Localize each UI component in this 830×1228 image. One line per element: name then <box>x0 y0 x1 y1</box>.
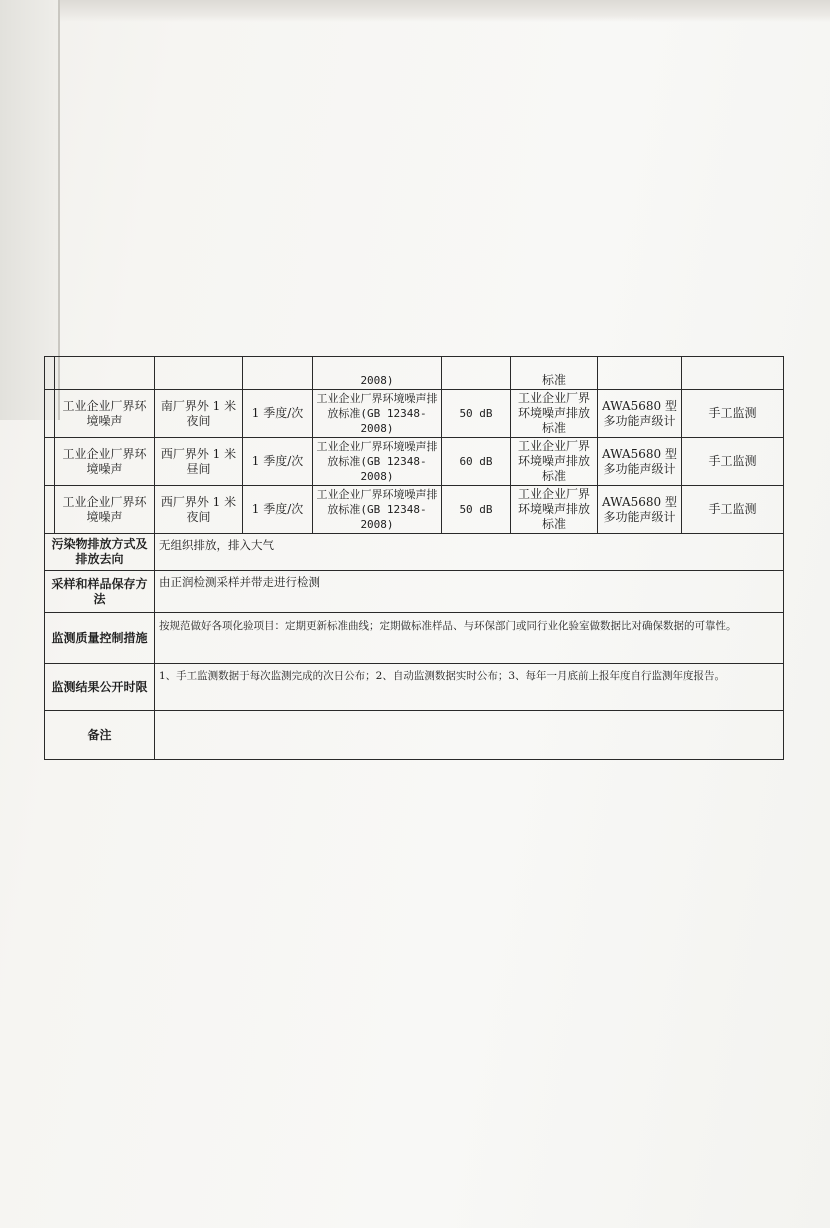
standard-tail: 2008) <box>360 374 394 387</box>
cell-instrument: AWA5680 型多功能声级计 <box>598 438 682 486</box>
table-row <box>45 486 784 534</box>
info-value: 无组织排放，排入大气 <box>155 534 784 571</box>
info-label: 监测质量控制措施 <box>45 613 155 664</box>
cell-limit <box>442 357 511 390</box>
cell-frequency: 1 季度/次 <box>243 390 313 438</box>
info-row-quality-control <box>45 613 784 664</box>
cell-limit: 60 dB <box>442 438 511 486</box>
info-value: 1、手工监测数据于每次监测完成的次日公布；2、自动监测数据实时公布；3、每年一月底前上报年度自行监测年度报告。 <box>155 664 784 711</box>
gutter-cell <box>45 438 55 486</box>
info-row-discharge <box>45 534 784 571</box>
gutter-cell <box>45 357 55 390</box>
cell-frequency <box>243 357 313 390</box>
info-value: 按规范做好各项化验项目：定期更新标准曲线；定期做标准样品、与环保部门或同行业化验室做数据比对确保数据的可靠性。 <box>155 613 784 664</box>
cell-item <box>55 357 155 390</box>
cell-point: 南厂界外 1 米夜间 <box>155 390 243 438</box>
cell-limit: 50 dB <box>442 390 511 438</box>
cell-mode: 手工监测 <box>682 438 784 486</box>
cell-method <box>511 357 598 390</box>
cell-point: 西厂界外 1 米夜间 <box>155 486 243 534</box>
cell-point: 西厂界外 1 米昼间 <box>155 438 243 486</box>
cell-point <box>155 357 243 390</box>
cell-mode: 手工监测 <box>682 390 784 438</box>
info-label: 污染物排放方式及排放去向 <box>45 534 155 571</box>
table-row <box>45 438 784 486</box>
info-label: 采样和样品保存方法 <box>45 571 155 613</box>
cell-standard <box>313 357 442 390</box>
info-value <box>155 711 784 760</box>
cell-item: 工业企业厂界环境噪声 <box>55 486 155 534</box>
monitoring-table <box>44 356 784 760</box>
gutter-cell <box>45 390 55 438</box>
cell-method: 工业企业厂界环境噪声排放标准 <box>511 390 598 438</box>
cell-standard: 工业企业厂界环境噪声排放标准(GB 12348-2008) <box>313 438 442 486</box>
table-row <box>45 390 784 438</box>
cell-item: 工业企业厂界环境噪声 <box>55 438 155 486</box>
cell-frequency: 1 季度/次 <box>243 438 313 486</box>
info-label: 备注 <box>45 711 155 760</box>
gutter-cell <box>45 486 55 534</box>
info-row-sampling <box>45 571 784 613</box>
page-fold-shadow-top <box>60 0 830 22</box>
info-row-remarks <box>45 711 784 760</box>
cell-item: 工业企业厂界环境噪声 <box>55 390 155 438</box>
cell-instrument: AWA5680 型多功能声级计 <box>598 486 682 534</box>
cell-mode <box>682 357 784 390</box>
cell-limit: 50 dB <box>442 486 511 534</box>
cell-method: 工业企业厂界环境噪声排放标准 <box>511 438 598 486</box>
info-label: 监测结果公开时限 <box>45 664 155 711</box>
cell-standard: 工业企业厂界环境噪声排放标准(GB 12348-2008) <box>313 390 442 438</box>
info-value: 由正润检测采样并带走进行检测 <box>155 571 784 613</box>
table-row-partial <box>45 357 784 390</box>
cell-instrument: AWA5680 型多功能声级计 <box>598 390 682 438</box>
method-tail: 标准 <box>541 373 566 387</box>
cell-frequency: 1 季度/次 <box>243 486 313 534</box>
cell-standard: 工业企业厂界环境噪声排放标准(GB 12348-2008) <box>313 486 442 534</box>
cell-instrument <box>598 357 682 390</box>
cell-mode: 手工监测 <box>682 486 784 534</box>
info-row-disclosure <box>45 664 784 711</box>
cell-method: 工业企业厂界环境噪声排放标准 <box>511 486 598 534</box>
